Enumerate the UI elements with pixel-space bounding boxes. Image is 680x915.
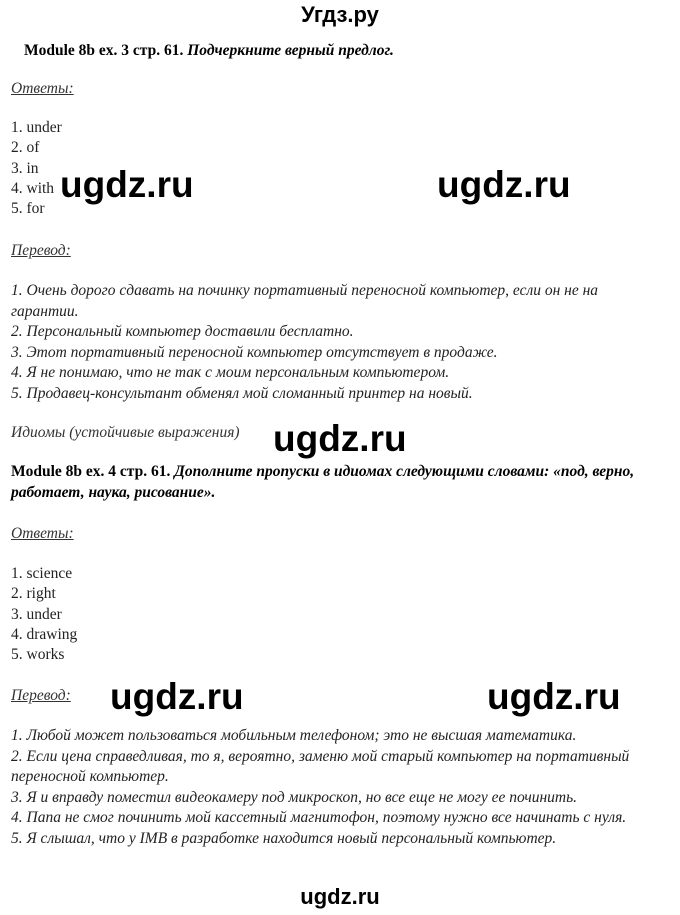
idioms-caption: Идиомы (устойчивые выражения) [11,424,240,441]
watermark: ugdz.ru [273,418,407,459]
exercise-3-heading [24,40,679,61]
watermark: ugdz.ru [487,676,621,717]
translation-label-2: Перевод: [11,687,71,704]
site-footer: ugdz.ru [300,884,380,909]
translation-label-1: Перевод: [11,242,71,259]
answer-item: 3. in [11,159,39,177]
watermark: ugdz.ru [60,164,194,205]
answer-item: 3. under [11,605,62,623]
translation-item: 5. Я слышал, что у IMB в разработке находится новый персональный компьютер. [11,829,557,847]
exercise-4-heading [11,461,666,503]
translation-item: 1. Любой может пользоваться мобильным телефоном; это не высшая математика. [11,727,577,744]
translation-item: 4. Я не понимаю, что не так с моим персональным компьютером. [11,364,450,381]
translation-list-1 [11,281,666,404]
answers-list-2 [11,564,77,665]
translation-list-2 [11,726,666,849]
exercise-3-task: Подчеркните верный предлог. [187,42,394,59]
translation-item: 3. Я и вправду поместил видеокамеру под микроскоп, но все еще не могу ее починить. [11,788,578,806]
answer-item: 5. works [11,646,65,664]
exercise-4-reference: Module 8b ex. 4 стр. 61. [11,463,171,480]
exercise-3-reference: Module 8b ex. 3 стр. 61. [24,42,184,59]
translation-item: 4. Папа не смог починить мой кассетный магнитофон, поэтому нужно все начинать с нуля. [11,809,627,826]
answers-list-1 [11,118,62,219]
answer-item: 1. science [11,565,73,582]
answers-label-2: Ответы: [11,525,74,542]
answer-item: 1. under [11,119,62,136]
exercise-4-task: Дополните пропуски в идиомах следующими словами: «под, верно, работает, наука, рисование». [11,463,635,501]
watermark: ugdz.ru [437,164,571,205]
answer-item: 2. right [11,585,56,603]
answers-label-1: Ответы: [11,80,74,97]
translation-item: 1. Очень дорого сдавать на починку портативный переносной компьютер, если он не на гарантии. [11,282,599,320]
site-header: Угдз.ру [301,2,379,27]
translation-item: 3. Этот портативный переносной компьютер отсутствует в продаже. [11,343,498,361]
answer-item: 2. of [11,139,40,157]
translation-item: 5. Продавец-консультант обменял мой сломанный принтер на новый. [11,384,473,402]
answer-item: 4. with [11,179,55,197]
answer-item: 5. for [11,200,45,218]
translation-item: 2. Персональный компьютер доставили бесплатно. [11,323,354,340]
translation-item: 2. Если цена справедливая, то я, вероятно, заменю мой старый компьютер на портативный переносной компьютер. [11,747,630,785]
answer-item: 4. drawing [11,625,78,643]
watermark: ugdz.ru [110,676,244,717]
